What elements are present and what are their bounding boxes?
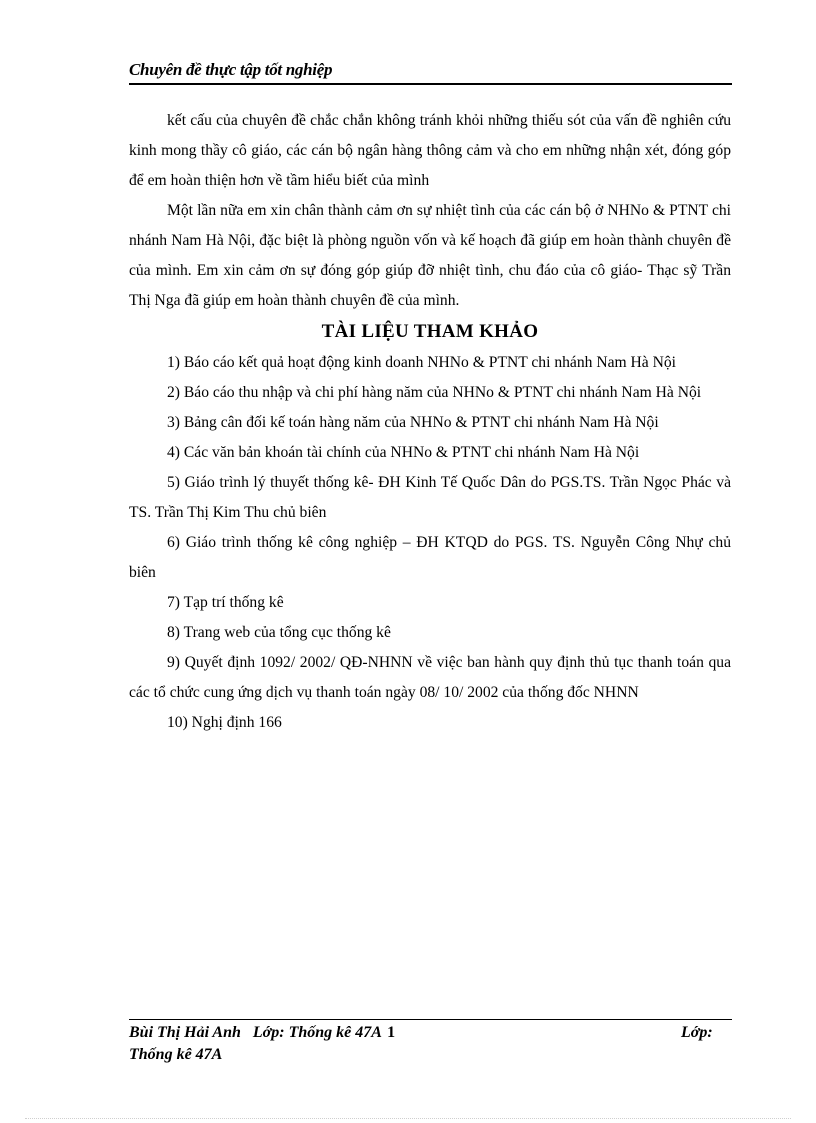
reference-item: 8) Trang web của tổng cục thống kê <box>167 624 391 641</box>
page-bottom-border <box>25 1118 791 1119</box>
body-paragraph: Một lần nữa em xin chân thành cảm ơn sự nhiệt tình của các cán bộ ở NHNo & PTNT chi nhánh Nam Hà Nội, đặc biệt là phòng nguồn vốn và kế hoạch đã giúp em hoàn thành chuyên đề của mình. Em xin cảm ơn sự đóng góp giúp đỡ nhiệt tình, chu đáo của cô giáo- Thạc sỹ Trần Thị Nga đã giúp em hoàn thành chuyên đề của mình. <box>129 202 731 309</box>
footer-divider <box>129 1019 732 1020</box>
footer-line-1 <box>129 1022 732 1044</box>
footer-class-continuation: Thống kê 47A <box>129 1046 223 1063</box>
reference-item: 9) Quyết định 1092/ 2002/ QĐ-NHNN về việc ban hành quy định thủ tục thanh toán qua các tổ chức cung ứng dịch vụ thanh toán ngày 08/ 10/ 2002 của thống đốc NHNN <box>129 654 731 701</box>
page-footer <box>129 1022 732 1066</box>
reference-item: 5) Giáo trình lý thuyết thống kê- ĐH Kinh Tế Quốc Dân do PGS.TS. Trần Ngọc Phác và TS. Trần Thị Kim Thu chủ biên <box>129 474 731 521</box>
reference-item: 3) Bảng cân đối kế toán hàng năm của NHNo & PTNT chi nhánh Nam Hà Nội <box>167 414 659 431</box>
footer-author: Bùi Thị Hải Anh <box>129 1024 241 1041</box>
reference-item: 6) Giáo trình thống kê công nghiệp – ĐH KTQD do PGS. TS. Nguyễn Công Nhự chủ biên <box>129 534 731 581</box>
references-heading: TÀI LIỆU THAM KHẢO <box>321 321 539 342</box>
body-paragraph: kết cấu của chuyên đề chắc chắn không tránh khỏi những thiếu sót của vấn đề nghiên cứu kinh mong thầy cô giáo, các cán bộ ngân hàng thông cảm và cho em những nhận xét, đóng góp để em hoàn thiện hơn về tầm hiểu biết của mình <box>129 112 731 189</box>
reference-item: 2) Báo cáo thu nhập và chi phí hàng năm của NHNo & PTNT chi nhánh Nam Hà Nội <box>167 384 702 401</box>
page-header-title: Chuyên đề thực tập tốt nghiệp <box>129 60 333 79</box>
footer-class-right: Lớp: <box>681 1024 713 1041</box>
page-number: 1 <box>387 1024 396 1041</box>
reference-item: 1) Báo cáo kết quả hoạt động kinh doanh NHNo & PTNT chi nhánh Nam Hà Nội <box>167 354 677 371</box>
reference-item: 10) Nghị định 166 <box>167 714 282 731</box>
footer-class: Lớp: Thống kê 47A <box>252 1024 382 1041</box>
reference-item: 7) Tạp trí thống kê <box>167 594 284 611</box>
header-divider <box>129 83 732 85</box>
document-body <box>129 106 731 738</box>
reference-item: 4) Các văn bản khoán tài chính của NHNo & PTNT chi nhánh Nam Hà Nội <box>167 444 640 461</box>
